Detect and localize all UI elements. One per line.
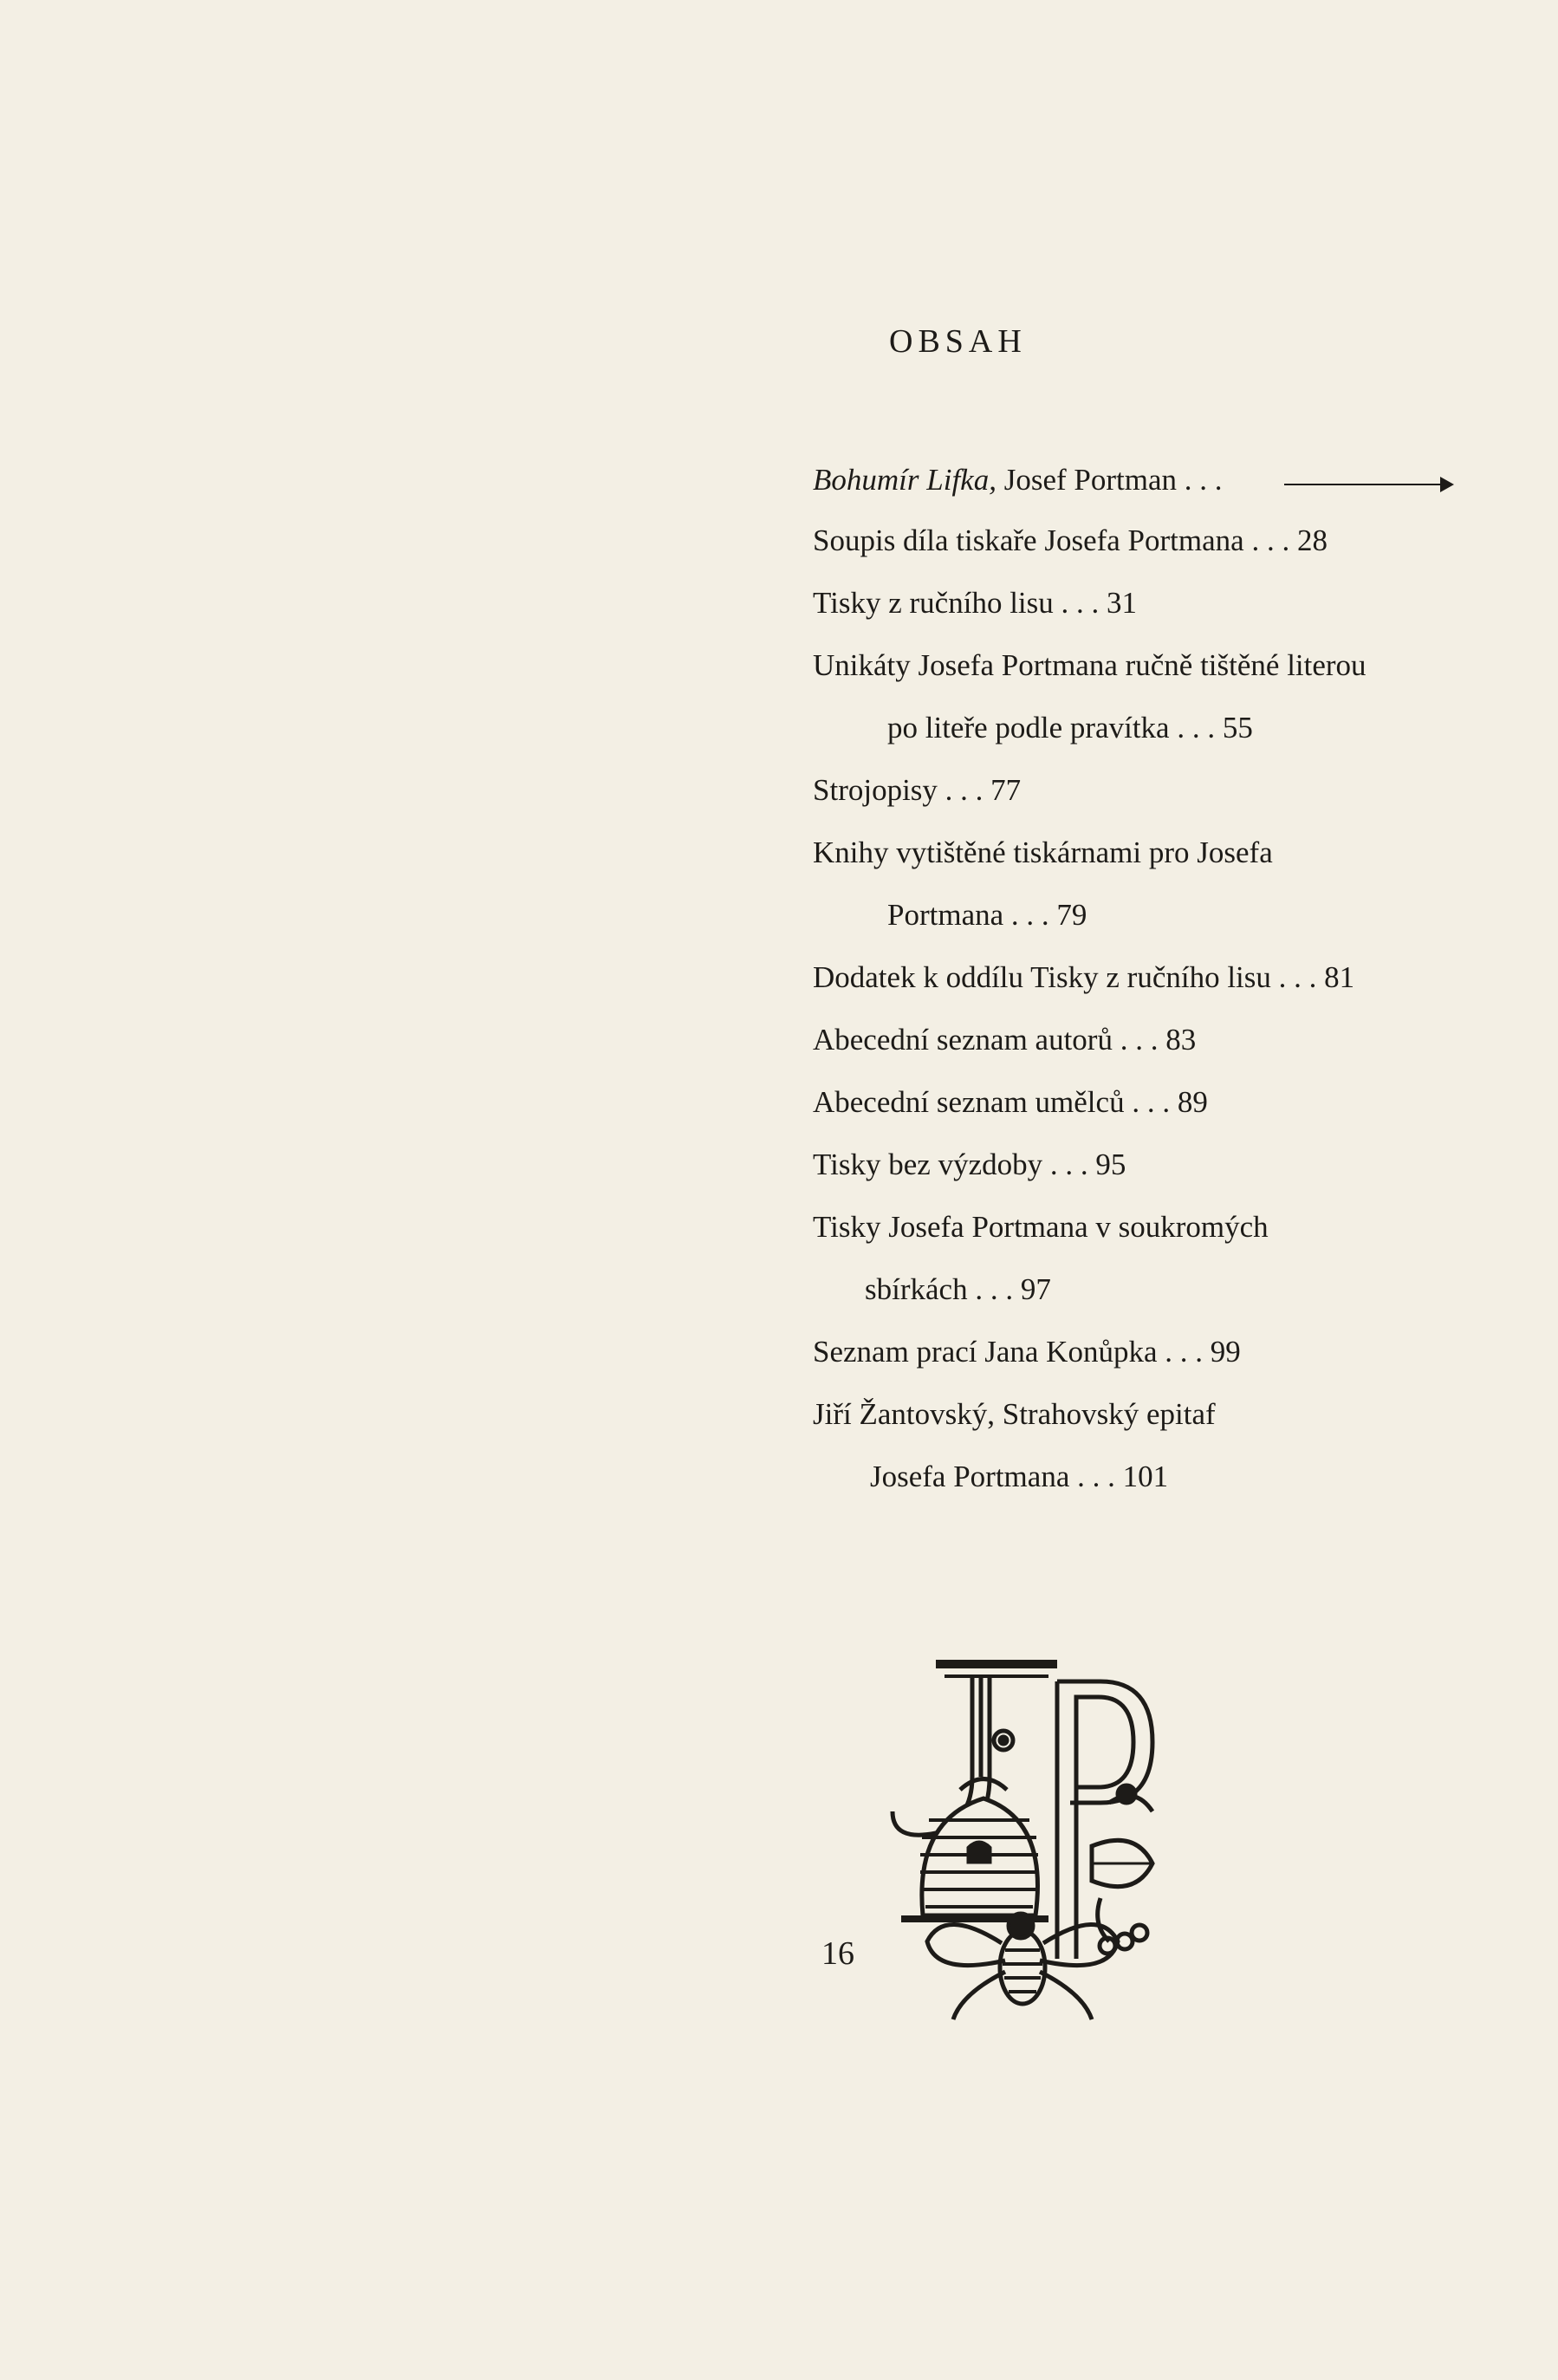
arrow-right-icon	[1440, 477, 1454, 492]
toc-entry-12: Seznam prací Jana Konůpka . . . 99	[813, 1335, 1241, 1369]
toc-entry-13: Jiří Žantovský, Strahovský epitaf	[813, 1397, 1216, 1431]
toc-entry-11: Tisky Josefa Portmana v soukromých	[813, 1210, 1269, 1244]
toc-entry-author: Bohumír Lifka,	[813, 463, 996, 497]
toc-entry-13-continued: Josefa Portmana . . . 101	[870, 1460, 1169, 1493]
toc-entry-6: Knihy vytištěné tiskárnami pro Josefa	[813, 836, 1273, 869]
toc-entry-4-continued: po liteře podle pravítka . . . 55	[887, 711, 1253, 745]
toc-entry-7: Dodatek k oddílu Tisky z ručního lisu . . . 81	[813, 960, 1355, 994]
toc-entry-6-continued: Portmana . . . 79	[887, 898, 1087, 932]
toc-entry-5: Strojopisy . . . 77	[813, 773, 1022, 807]
arrow-line	[1284, 484, 1451, 485]
toc-entry-4: Unikáty Josefa Portmana ručně tištěné literou	[813, 648, 1366, 682]
toc-entry-8: Abecední seznam autorů . . . 83	[813, 1023, 1197, 1057]
toc-entry-3: Tisky z ručního lisu . . . 31	[813, 586, 1138, 620]
toc-entry-title: Josef Portman . . .	[1003, 463, 1223, 497]
page-title: OBSAH	[889, 323, 1027, 360]
toc-entry-10: Tisky bez výzdoby . . . 95	[813, 1148, 1126, 1181]
toc-entry-1	[813, 461, 1223, 499]
page-number: 16	[821, 1935, 854, 1972]
toc-entry-9: Abecední seznam umělců . . . 89	[813, 1085, 1208, 1119]
jp-beehive-printer-mark-icon	[875, 1647, 1187, 2028]
toc-entry-11-continued: sbírkách . . . 97	[865, 1272, 1051, 1306]
toc-entry-2: Soupis díla tiskaře Josefa Portmana . . . 28	[813, 523, 1328, 557]
